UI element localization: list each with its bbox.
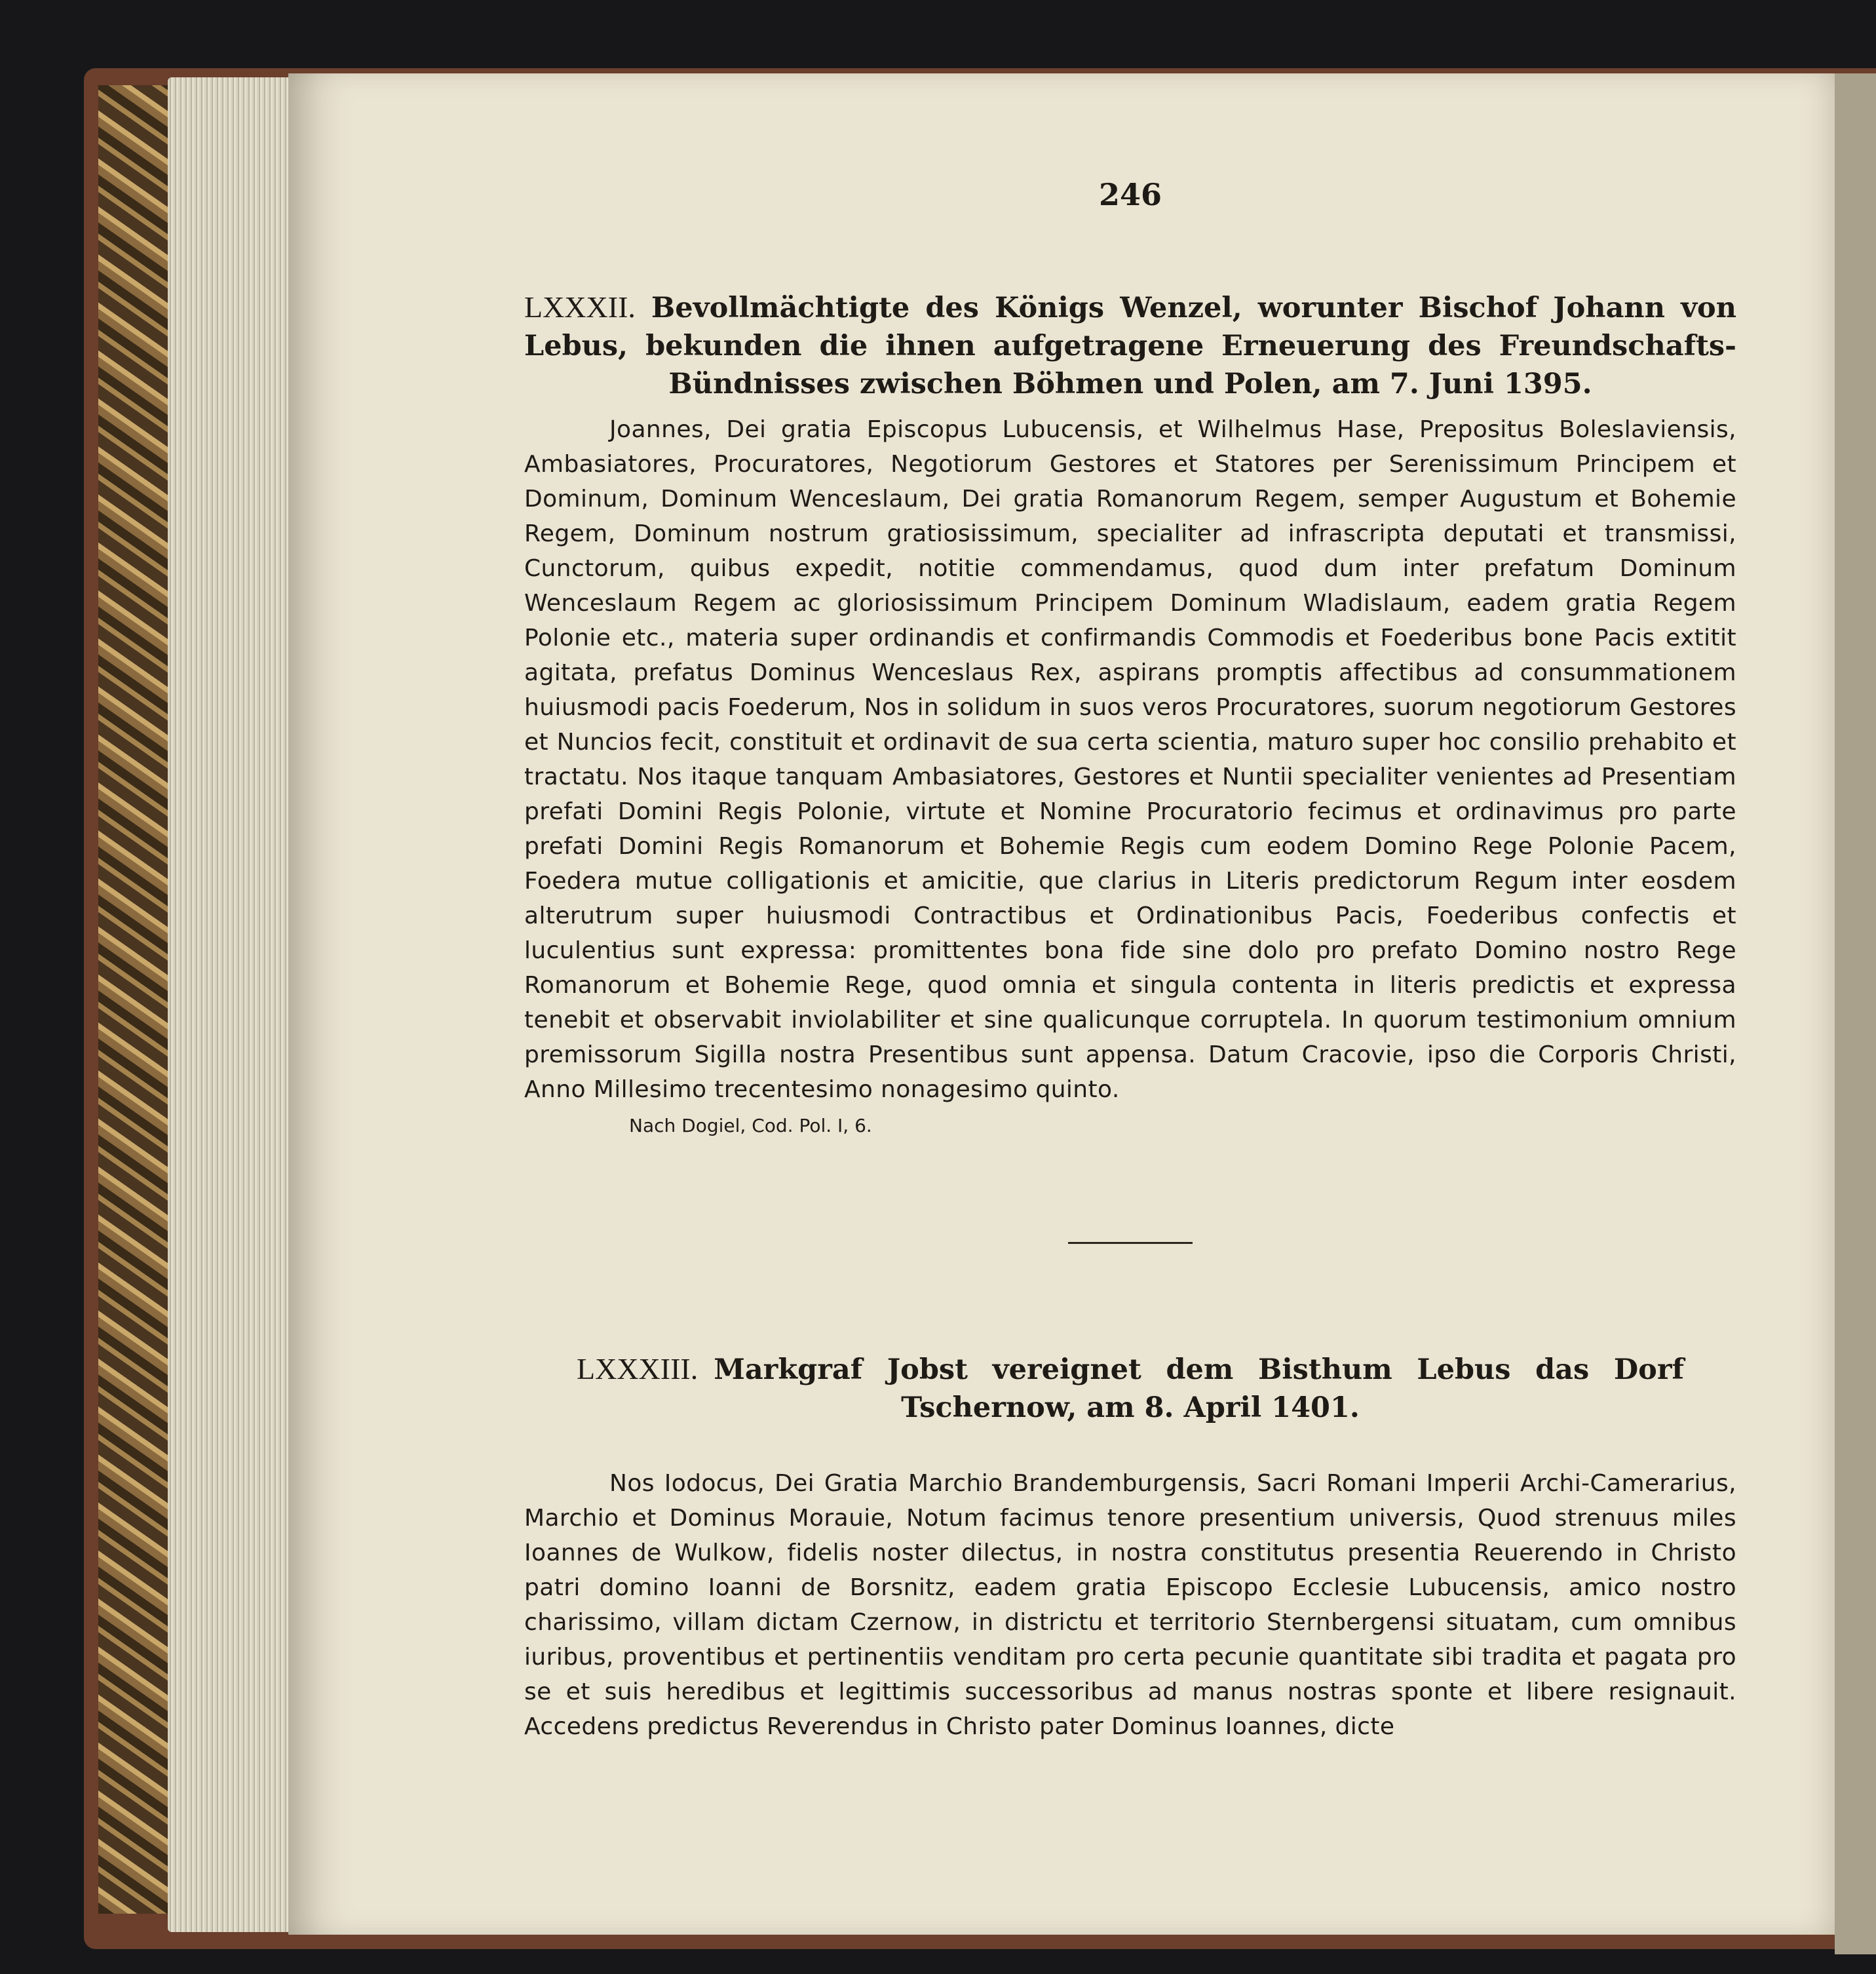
charter-number: LXXXIII.: [577, 1352, 699, 1385]
charter-text: Nos Iodocus, Dei Gratia Marchio Brandemburgensis, Sacri Romani Imperii Archi-Camerarius, Marchio et Dominus Morauie, Notum facimus tenore presentium universis, Quod strenuus miles Ioannes de Wulkow, fidelis noster dilectus, in nostra constitutus presentia Reuerendo in Christo patri domino Ioanni de Borsnitz, eadem gratia Episcopo Ecclesie Lubucensis, amico nostro charissimo, villam dictam Czernow, in districtu et territorio Sternbergensi situatam, cum omnibus iuribus, proventibus et pertinentiis venditam pro certa pecunie quantitate sibi tradita et pagata pro se et suis heredibus et legittimis successoribus ad manus nostras sponte et libere resignauit. Accedens predictus Reverendus in Christo pater Dominus Ioannes, dicte: [524, 1470, 1736, 1740]
source-citation: Nach Dogiel, Cod. Pol. I, 6.: [629, 1115, 872, 1136]
charter-number: LXXXII.: [524, 290, 636, 324]
charter-title: Markgraf Jobst vereignet dem Bisthum Lebus das Dorf Tschernow, am 8. April 1401.: [714, 1353, 1684, 1424]
section-divider: [1068, 1242, 1193, 1244]
charter-lxxxiii: [524, 1350, 1736, 1744]
facing-page-edge: [1835, 73, 1876, 1954]
page-edges: [168, 77, 299, 1932]
marbled-endpaper: [98, 85, 174, 1914]
charter-text: Joannes, Dei gratia Episcopus Lubucensis, et Wilhelmus Hase, Prepositus Boleslaviensis, Ambasiatores, Procuratores, Negotiorum Gestores et Statores per Serenissimum Principem et Dominum, Dominum Wenceslaum, Dei gratia Romanorum Regem, semper Augustum et Bohemie Regem, Dominum nostrum gratiosissimum, specialiter ad infrascripta deputati et transmissi, Cunctorum, quibus expedit, notitie commendamus, quod dum inter prefatum Dominum Wenceslaum Regem ac gloriosissimum Principem Dominum Wladislaum, eadem gratia Regem Polonie etc., materia super ordinandis et confirmandis Commodis et Foederibus bone Pacis extitit agitata, prefatus Dominus Wenceslaus Rex, aspirans promptis affectibus ad consummationem huiusmodi pacis Foederum, Nos in solidum in suos veros Procuratores, suorum negotiorum Gestores et Nuncios fecit, constituit et ordinavit de sua certa scientia, maturo super hoc consilio prehabito et tractatu. Nos itaque tanquam Ambasiatores, Gestores et Nuntii specialiter venientes ad Presentiam prefati Domini Regis Polonie, virtute et Nomine Procuratorio fecimus et ordinavimus pro parte prefati Domini Regis Romanorum et Bohemie Regis cum eodem Domino Rege Polonie Pacem, Foedera mutue colligationis et amicitie, que clarius in Literis predictorum Regum inter eosdem alterutrum super huiusmodi Contractibus et Ordinationibus Pacis, Foederibus confectis et luculentius sunt expressa: promittentes bona fide sine dolo pro prefato Domino nostro Rege Romanorum et Bohemie Rege, quod omnia et singula contenta in literis predictis et expressa tenebit et observabit inviolabiliter et sine qualicunque corruptela. In quorum testimonium omnium premissorum Sigilla nostra Presentibus sunt appensa. Datum Cracovie, ipso die Corporis Christi, Anno Millesimo trecentesimo nonagesimo quinto.: [524, 416, 1736, 1103]
charter-heading: [524, 288, 1736, 403]
charter-lxxxii: [524, 288, 1736, 1136]
charter-heading: [524, 1350, 1736, 1427]
page-number: 246: [1098, 177, 1162, 212]
charter-title: Bevollmächtigte des Königs Wenzel, worunter Bischof Johann von Lebus, bekunden die ihnen aufgetragene Erneuerung des Freundschafts-Bündnisses zwischen Böhmen und Polen, am 7. Juni 1395.: [524, 292, 1736, 400]
